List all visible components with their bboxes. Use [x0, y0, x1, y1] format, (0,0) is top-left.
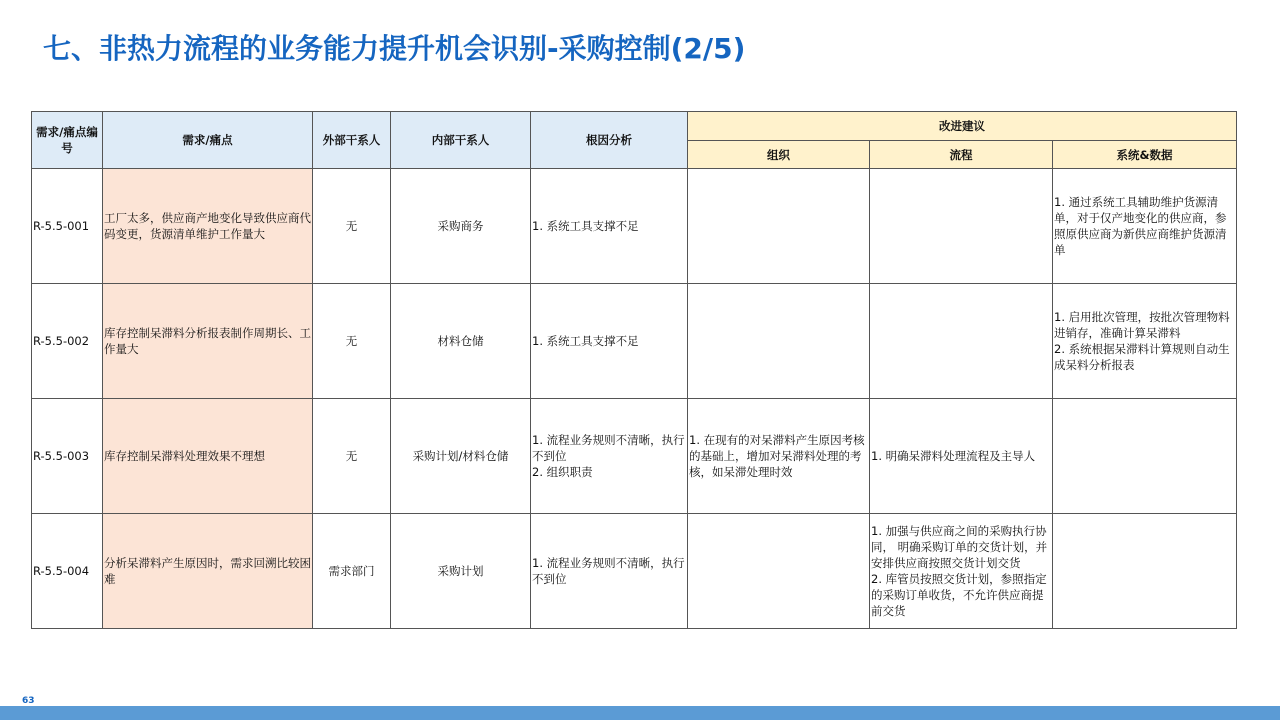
requirements-table: [31, 111, 1237, 629]
header-id: 需求/痛点编号: [32, 112, 103, 169]
cell-org: 1. 在现有的对呆滞料产生原因考核的基础上，增加对呆滞料处理的考核，如呆滞处理时效: [688, 399, 870, 514]
cell-internal: 采购计划/材料仓储: [391, 399, 531, 514]
cell-id: R-5.5-002: [32, 284, 103, 399]
cell-org: [688, 514, 870, 629]
cell-system: [1053, 514, 1237, 629]
cell-pain: 库存控制呆滞料处理效果不理想: [103, 399, 313, 514]
cell-org: [688, 284, 870, 399]
cell-external: 无: [313, 284, 391, 399]
cell-process: [870, 284, 1053, 399]
table-row: [32, 514, 1237, 629]
cell-system: 1. 启用批次管理，按批次管理物料进销存，准确计算呆滞料 2. 系统根据呆滞料计算规则自动生成呆料分析报表: [1053, 284, 1237, 399]
header-internal: 内部干系人: [391, 112, 531, 169]
cell-pain: 分析呆滞料产生原因时，需求回溯比较困难: [103, 514, 313, 629]
cell-root-cause: 1. 系统工具支撑不足: [531, 169, 688, 284]
table-row: [32, 284, 1237, 399]
cell-external: 无: [313, 399, 391, 514]
cell-id: R-5.5-004: [32, 514, 103, 629]
cell-internal: 采购计划: [391, 514, 531, 629]
header-external: 外部干系人: [313, 112, 391, 169]
cell-id: R-5.5-003: [32, 399, 103, 514]
slide-title: 七、非热力流程的业务能力提升机会识别-采购控制(2/5): [43, 32, 746, 65]
cell-id: R-5.5-001: [32, 169, 103, 284]
header-pain: 需求/痛点: [103, 112, 313, 169]
cell-system: 1. 通过系统工具辅助维护货源清单，对于仅产地变化的供应商，参照原供应商为新供应商维护货源清单: [1053, 169, 1237, 284]
cell-system: [1053, 399, 1237, 514]
cell-root-cause: 1. 流程业务规则不清晰，执行不到位: [531, 514, 688, 629]
cell-org: [688, 169, 870, 284]
cell-pain: 库存控制呆滞料分析报表制作周期长、工作量大: [103, 284, 313, 399]
header-process: 流程: [870, 141, 1053, 169]
cell-process: 1. 明确呆滞料处理流程及主导人: [870, 399, 1053, 514]
cell-pain: 工厂太多，供应商产地变化导致供应商代码变更，货源清单维护工作量大: [103, 169, 313, 284]
table-row: [32, 399, 1237, 514]
table-row: [32, 169, 1237, 284]
cell-root-cause: 1. 系统工具支撑不足: [531, 284, 688, 399]
page-number: 63: [22, 696, 35, 706]
header-system: 系统&数据: [1053, 141, 1237, 169]
footer-bar: [0, 706, 1280, 720]
header-root-cause: 根因分析: [531, 112, 688, 169]
cell-root-cause: 1. 流程业务规则不清晰，执行不到位 2. 组织职责: [531, 399, 688, 514]
cell-external: 需求部门: [313, 514, 391, 629]
header-suggestions: 改进建议: [688, 112, 1237, 141]
cell-process: [870, 169, 1053, 284]
header-org: 组织: [688, 141, 870, 169]
cell-process: 1. 加强与供应商之间的采购执行协同， 明确采购订单的交货计划，并安排供应商按照交货计划交货 2. 库管员按照交货计划，参照指定的采购订单收货，不允许供应商提前交货: [870, 514, 1053, 629]
cell-external: 无: [313, 169, 391, 284]
cell-internal: 材料仓储: [391, 284, 531, 399]
cell-internal: 采购商务: [391, 169, 531, 284]
